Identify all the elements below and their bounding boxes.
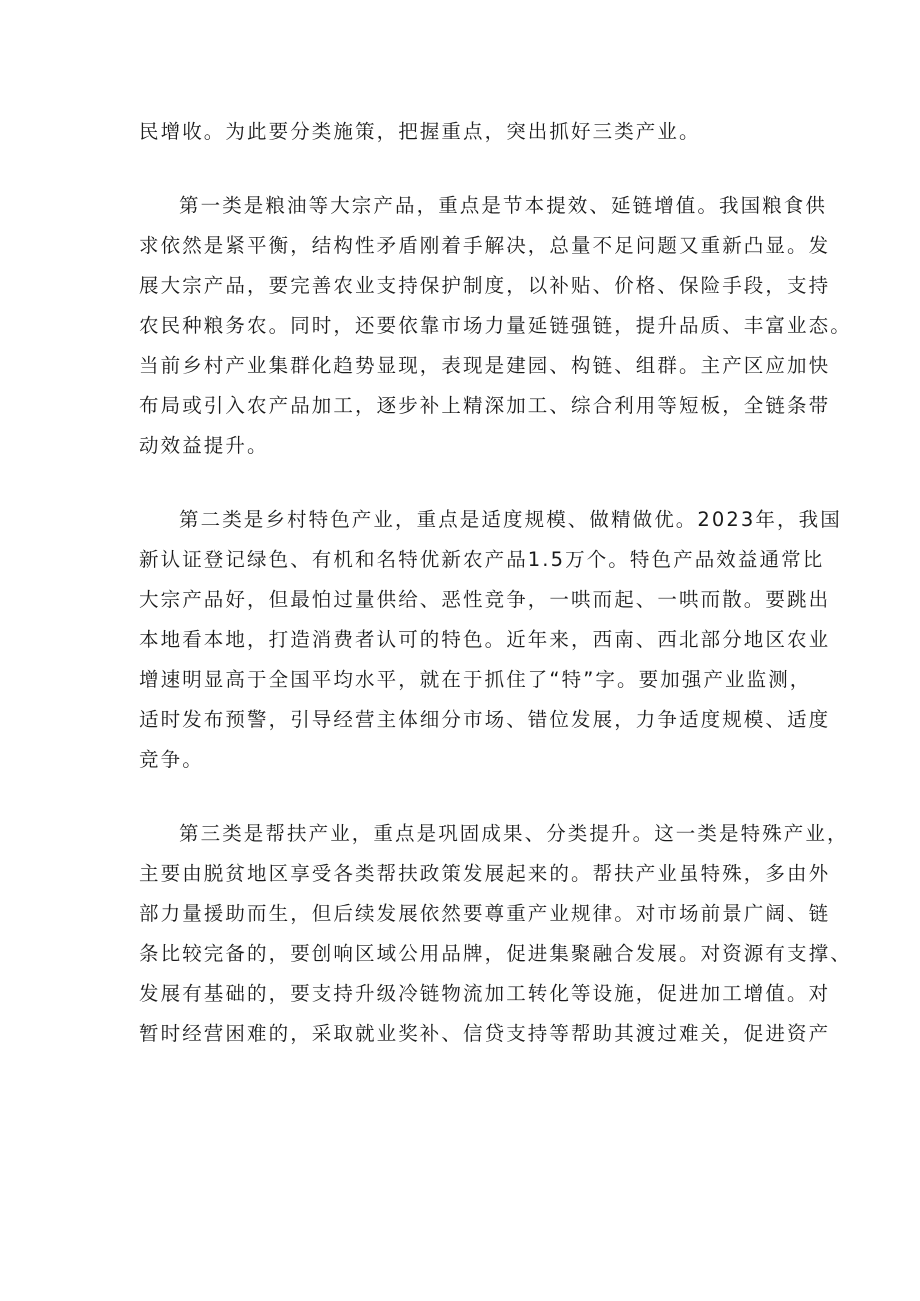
document-body <box>139 112 852 1088</box>
text-line: 暂时经营困难的，采取就业奖补、信贷支持等帮助其渡过难关，促进资产 <box>139 1022 831 1045</box>
paragraph-3 <box>139 814 852 1054</box>
text-line: 布局或引入农产品加工，逐步补上精深加工、综合利用等短板，全链条带 <box>139 394 831 417</box>
text-line: 动效益提升。 <box>139 434 269 457</box>
text-line: 展大宗产品，要完善农业支持保护制度，以补贴、价格、保险手段，支持 <box>139 274 831 297</box>
text-line: 第一类是粮油等大宗产品，重点是节本提效、延链增值。我国粮食供 <box>179 194 828 217</box>
text-line: 求依然是紧平衡，结构性矛盾刚着手解决，总量不足问题又重新凸显。发 <box>139 234 831 257</box>
text-line: 第二类是乡村特色产业，重点是适度规模、做精做优。2023年，我国 <box>179 508 842 531</box>
text-line: 第三类是帮扶产业，重点是巩固成果、分类提升。这一类是特殊产业， <box>179 822 849 845</box>
text-line: 发展有基础的，要支持升级冷链物流加工转化等设施，促进加工增值。对 <box>139 982 831 1005</box>
paragraph-1 <box>139 186 852 466</box>
text-line: 部力量援助而生，但后续发展依然要尊重产业规律。对市场前景广阔、链 <box>139 902 831 925</box>
paragraph-0 <box>139 112 799 152</box>
text-line: 本地看本地，打造消费者认可的特色。近年来，西南、西北部分地区农业 <box>139 628 831 651</box>
paragraph-2 <box>139 500 842 780</box>
text-line: 民增收。为此要分类施策，把握重点，突出抓好三类产业。 <box>139 120 701 143</box>
text-line: 大宗产品好，但最怕过量供给、恶性竞争，一哄而起、一哄而散。要跳出 <box>139 588 831 611</box>
text-line: 新认证登记绿色、有机和名特优新农产品1.5万个。特色产品效益通常比 <box>139 548 825 571</box>
text-line: 适时发布预警，引导经营主体细分市场、错位发展，力争适度规模、适度 <box>139 708 831 731</box>
text-line: 农民种粮务农。同时，还要依靠市场力量延链强链，提升品质、丰富业态。 <box>139 314 852 337</box>
text-line: 当前乡村产业集群化趋势显现，表现是建园、构链、组群。主产区应加快 <box>139 354 831 377</box>
text-line: 竞争。 <box>139 748 204 771</box>
text-line: 条比较完备的，要创响区域公用品牌，促进集聚融合发展。对资源有支撑、 <box>139 942 852 965</box>
text-line: 主要由脱贫地区享受各类帮扶政策发展起来的。帮扶产业虽特殊，多由外 <box>139 862 831 885</box>
text-line: 增速明显高于全国平均水平，就在于抓住了“特”字。要加强产业监测， <box>139 668 812 691</box>
